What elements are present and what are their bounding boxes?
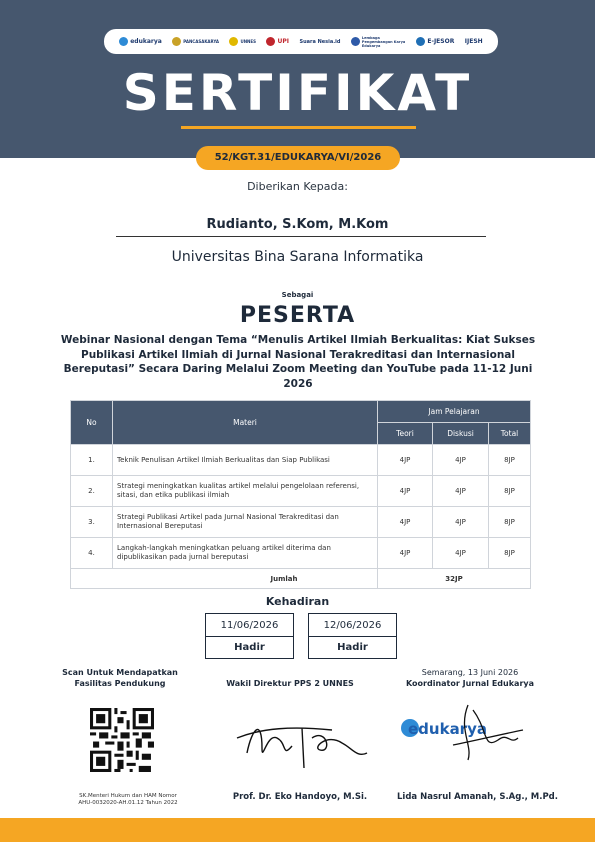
row-diskusi: 4JP [433, 538, 489, 569]
suaranesia-logo: Suara Nesia.id [299, 38, 341, 45]
row-no: 4. [71, 538, 113, 569]
table-row [71, 445, 531, 476]
attendance-status: Hadir [337, 642, 368, 653]
header-total: Total [489, 423, 531, 445]
total-label: Jumlah [71, 569, 378, 589]
footer-bar [0, 818, 595, 842]
certificate-number-badge: 52/KGT.31/EDUKARYA/VI/2026 [196, 146, 400, 170]
right-signer-name: Lida Nasrul Amanah, S.Ag., M.Pd. [397, 792, 558, 802]
header-jam: Jam Pelajaran [378, 401, 531, 423]
row-diskusi: 4JP [433, 476, 489, 507]
row-teori: 4JP [378, 445, 433, 476]
name-underline [116, 236, 486, 237]
recipient-name: Rudianto, S.Kom, M.Kom [206, 217, 389, 232]
row-no: 3. [71, 507, 113, 538]
row-total: 8JP [489, 538, 531, 569]
svg-text:edukarya: edukarya [408, 720, 487, 738]
qr-code-icon [90, 708, 154, 772]
total-value: 32JP [378, 569, 531, 589]
header-teori: Teori [378, 423, 433, 445]
row-total: 8JP [489, 445, 531, 476]
ijesh-logo: IJESH [464, 38, 483, 45]
row-teori: 4JP [378, 538, 433, 569]
attendance-date: 12/06/2026 [309, 614, 396, 637]
row-teori: 4JP [378, 476, 433, 507]
header-materi: Materi [113, 401, 378, 445]
table-row [71, 476, 531, 507]
recipient-institution: Universitas Bina Sarana Informatika [171, 249, 424, 265]
given-to-label: Diberikan Kepada: [247, 180, 348, 193]
pancasakarya-logo: PANCASAKARYA [172, 37, 219, 46]
edukarya-logo: edukarya [119, 37, 162, 46]
middle-signature [232, 708, 372, 778]
row-diskusi: 4JP [433, 507, 489, 538]
row-diskusi: 4JP [433, 445, 489, 476]
middle-signer-name: Prof. Dr. Eko Handoyo, M.Si. [232, 792, 368, 802]
ejesor-logo: E-JESOR [416, 37, 454, 46]
title-underline [181, 126, 416, 129]
lembaga-logo: Lembaga Pengembangan Karya Edukarya [351, 36, 406, 48]
row-materi: Strategi Publikasi Artikel pada Jurnal Nasional Terakreditasi dan Internasional Bereputasi [113, 507, 378, 538]
row-no: 1. [71, 445, 113, 476]
attendance-status: Hadir [234, 642, 265, 653]
certificate-title: SERTIFIKAT [122, 64, 473, 122]
event-description: Webinar Nasional dengan Tema “Menulis Artikel Ilmiah Berkualitas: Kiat Sukses Publikasi Artikel Ilmiah di Jurnal Nasional Terakreditasi dan Internasional Bereputasi” Secara Daring Melalui Zoom Meeting dan YouTube pada 11-12 Juni 2026 [60, 334, 536, 390]
row-total: 8JP [489, 507, 531, 538]
scan-label: Scan Untuk Mendapatkan Fasilitas Pendukung [62, 668, 178, 688]
attendance-day-2 [308, 613, 397, 659]
materials-table [70, 400, 531, 589]
unnes-logo: UNNES [229, 37, 256, 46]
table-total-row [71, 569, 531, 589]
row-materi: Strategi meningkatkan kualitas artikel melalui pengelolaan referensi, sitasi, dan etika publikasi ilmiah [113, 476, 378, 507]
header-diskusi: Diskusi [433, 423, 489, 445]
table-row [71, 507, 531, 538]
right-signer-header: Semarang, 13 Juni 2026 Koordinator Jurnal Edukarya [405, 668, 534, 688]
attendance-title: Kehadiran [265, 595, 330, 608]
row-teori: 4JP [378, 507, 433, 538]
edukarya-stamp [398, 700, 528, 775]
row-total: 8JP [489, 476, 531, 507]
row-materi: Teknik Penulisan Artikel Ilmiah Berkualitas dan Siap Publikasi [113, 445, 378, 476]
partner-logo-bar [104, 29, 498, 54]
header-no: No [71, 401, 113, 445]
table-row [71, 538, 531, 569]
as-label: Sebagai [281, 291, 314, 299]
middle-signer-title: Wakil Direktur PPS 2 UNNES [226, 679, 354, 688]
recipient-role: PESERTA [239, 303, 356, 328]
attendance-date: 11/06/2026 [206, 614, 293, 637]
attendance-day-1 [205, 613, 294, 659]
row-materi: Langkah-langkah meningkatkan peluang artikel diterima dan dipublikasikan pada jurnal bereputasi [113, 538, 378, 569]
sk-reference: SK.Menteri Hukum dan HAM Nomor AHU-0032020-AH.01.12 Tahun 2022 [78, 793, 178, 806]
row-no: 2. [71, 476, 113, 507]
upi-logo: UPI [266, 37, 289, 46]
